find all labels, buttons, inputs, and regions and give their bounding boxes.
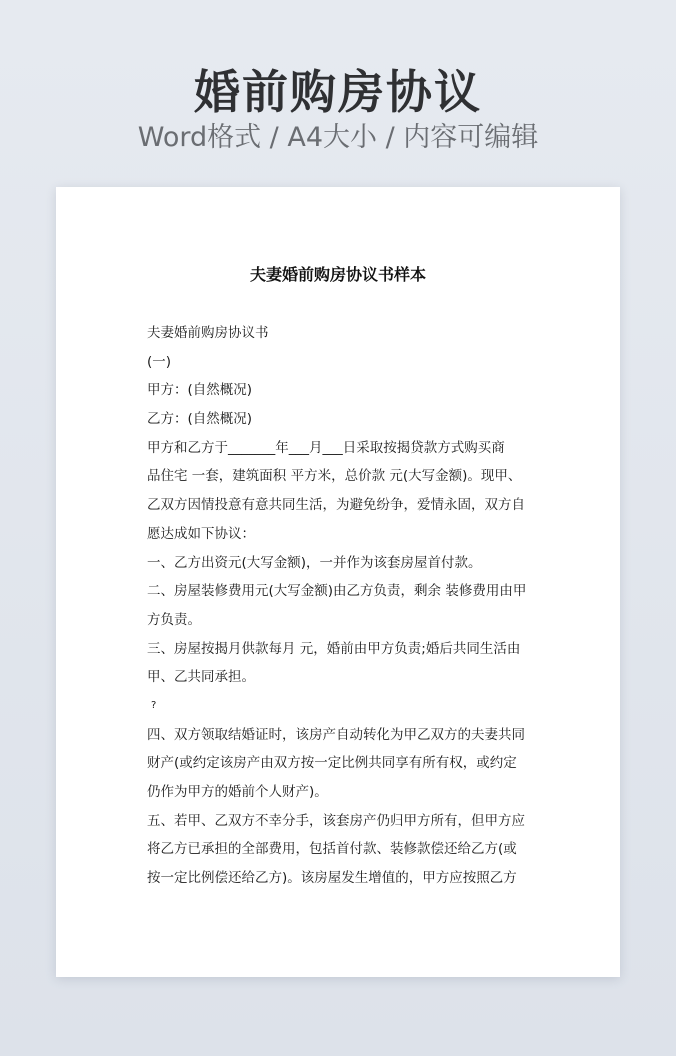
doc-line: 甲方：(自然概况): [147, 382, 253, 399]
banner-title: 婚前购房协议: [194, 65, 482, 119]
doc-line: 方负责。: [147, 611, 201, 628]
doc-line: 四、双方领取结婚证时，该房产自动转化为甲乙双方的夫妻共同: [147, 726, 525, 743]
doc-line: 乙方：(自然概况): [147, 411, 253, 428]
banner-subtitle: Word格式 / A4大小 / 内容可编辑: [137, 122, 539, 153]
doc-line: 甲方和乙方于_______年___月___日采取按揭贷款方式购买商: [147, 439, 505, 456]
doc-line: 按一定比例偿还给乙方)。该房屋发生增值的，甲方应按照乙方: [147, 870, 517, 887]
doc-line: 愿达成如下协议：: [147, 525, 255, 542]
doc-line: ?: [151, 699, 157, 711]
document-body: [147, 319, 533, 893]
doc-line: 五、若甲、乙双方不幸分手，该套房产仍归甲方所有，但甲方应: [147, 812, 525, 829]
document-title: 夫妻婚前购房协议书样本: [249, 265, 426, 284]
doc-line: 乙双方因情投意有意共同生活，为避免纷争，爱情永固，双方自: [147, 497, 525, 514]
doc-line: 二、房屋装修费用元(大写金额)由乙方负责，剩余 装修费用由甲: [147, 583, 527, 600]
doc-line: 品住宅 一套，建筑面积 平方米，总价款 元(大写金额)。现甲、: [147, 468, 522, 485]
doc-line: (一): [147, 353, 172, 370]
doc-line: 仍作为甲方的婚前个人财产)。: [147, 784, 328, 800]
doc-line: 甲、乙共同承担。: [147, 669, 255, 686]
doc-line: 财产(或约定该房产由双方按一定比例共同享有所有权，或约定: [147, 755, 517, 772]
doc-line: 夫妻婚前购房协议书: [147, 325, 269, 341]
doc-line: 三、房屋按揭月供款每月 元，婚前由甲方负责;婚后共同生活由: [147, 640, 521, 657]
doc-line: 将乙方已承担的全部费用，包括首付款、装修款偿还给乙方(或: [147, 841, 517, 858]
doc-line: 一、乙方出资元(大写金额)，一并作为该套房屋首付款。: [147, 554, 482, 571]
